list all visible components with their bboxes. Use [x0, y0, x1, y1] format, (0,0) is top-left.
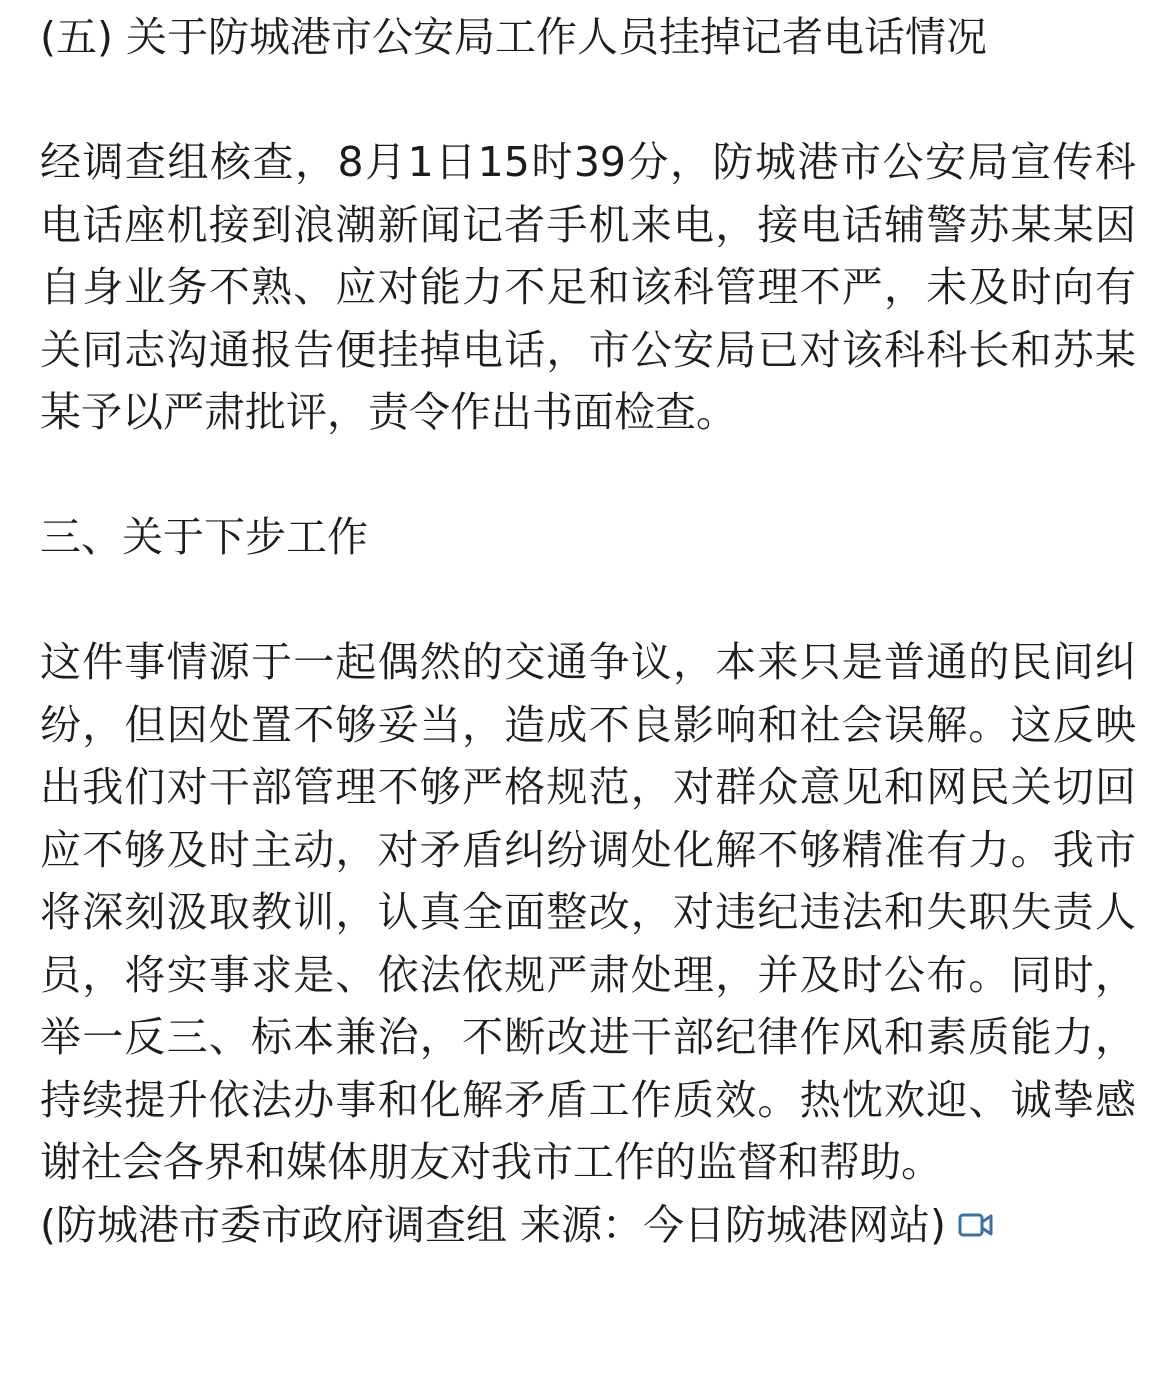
- paragraph-gap: [40, 569, 1136, 632]
- section-three-heading: 三、关于下步工作: [40, 513, 368, 561]
- paragraph-gap: [40, 69, 1136, 132]
- paragraph-gap: [40, 444, 1136, 507]
- video-camera-icon[interactable]: [958, 1212, 994, 1238]
- section-three-body: 这件事情源于一起偶然的交通争议，本来只是普通的民间纠纷，但因处置不够妥当，造成不良影响和社会误解。这反映出我们对干部管理不够严格规范，对群众意见和网民关切回应不够及时主动，对矛盾纠纷调处化解不够精准有力。我市将深刻汲取教训，认真全面整改，对违纪违法和失职失责人员，将实事求是、依法依规严肃处理，并及时公布。同时，举一反三、标本兼治，不断改进干部纪律作风和素质能力，持续提升依法办事和化解矛盾工作质效。热忱欢迎、诚挚感谢社会各界和媒体朋友对我市工作的监督和帮助。: [40, 638, 1136, 1186]
- signature-text: (防城港市委市政府调查组 来源：今日防城港网站): [40, 1200, 947, 1249]
- section-five-heading: (五) 关于防城港市公安局工作人员挂掉记者电话情况: [40, 13, 988, 61]
- section-five-body: 经调查组核查，8月1日15时39分，防城港市公安局宣传科电话座机接到浪潮新闻记者手机来电，接电话辅警苏某某因自身业务不熟、应对能力不足和该科管理不严，未及时向有关同志沟通报告便挂掉电话，市公安局已对该科科长和苏某某予以严肃批评，责令作出书面检查。: [40, 138, 1136, 436]
- signature-line: [40, 1194, 1136, 1257]
